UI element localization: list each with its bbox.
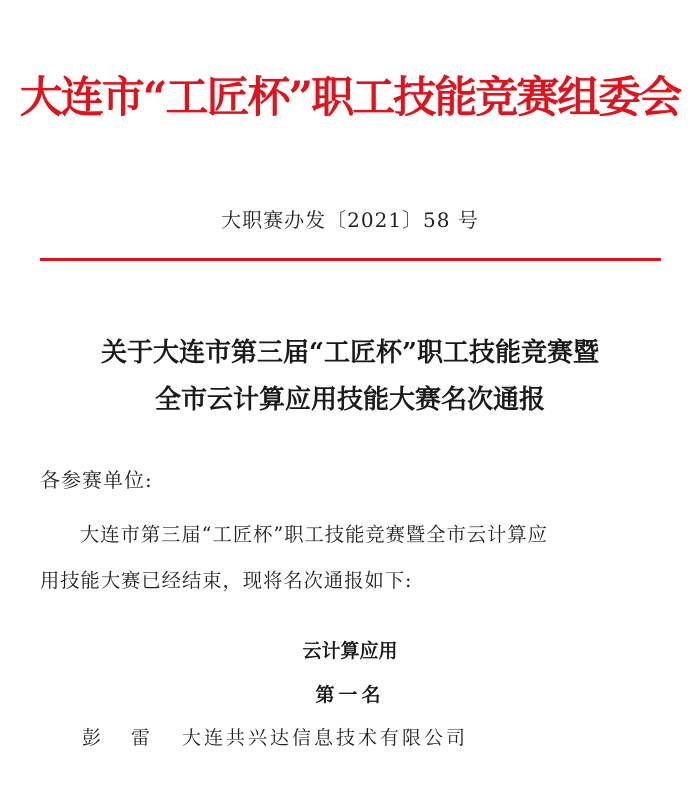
winner-company: 大连共兴达信息技术有限公司 [182,727,469,749]
document-number: 大职赛办发〔2021〕58 号 [221,208,479,232]
body-paragraph-line-2: 用技能大赛已经结束，现将名次通报如下: [40,569,413,592]
issuer-heading: 大连市“工匠杯”职工技能竞赛组委会 [19,73,681,123]
body-paragraph [40,512,660,604]
notice-title-line-2: 全市云计算应用技能大赛名次通报 [154,385,545,415]
notice-title [0,330,700,424]
notice-title-line-1: 关于大连市第三届“工匠杯”职工技能竞赛暨 [101,338,599,368]
body-paragraph-line-1: 大连市第三届“工匠杯”职工技能竞赛暨全市云计算应 [80,523,548,546]
winner-name: 彭雷 [82,727,181,749]
award-entry-row [82,723,468,753]
award-category-heading: 云计算应用 [302,640,398,662]
award-rank-heading: 第一名 [315,684,385,706]
red-divider-line [40,258,661,261]
salutation: 各参赛单位: [40,468,153,492]
